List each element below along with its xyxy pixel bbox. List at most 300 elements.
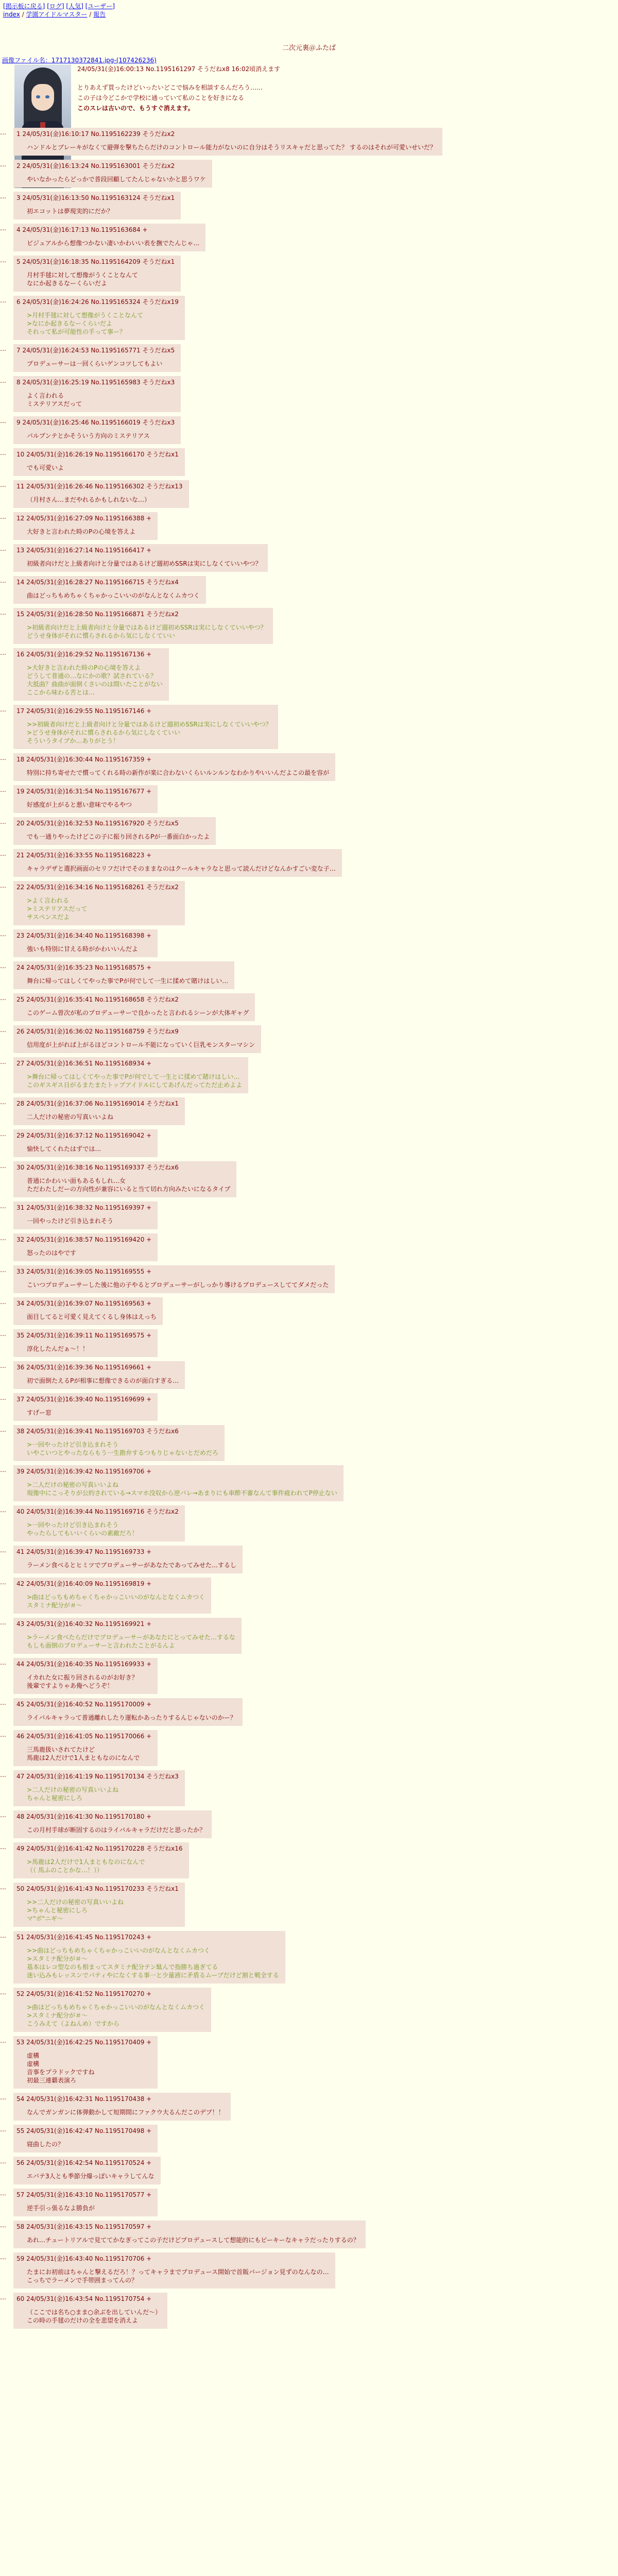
reply-header [16,1580,205,1588]
reply-row [0,376,181,412]
reply-cell [13,1988,211,2032]
reply-body: でも一通りやったけどこの子に振り回されるPが一番面白かったよ [27,833,210,840]
reply-meta[interactable]: 24/05/31(金)16:13:50 No.1195163124 そうだねx1 [22,194,175,201]
reply-meta[interactable]: 24/05/31(金)16:24:26 No.1195165324 そうだねx19 [22,298,179,306]
reply-number: 57 [16,2191,27,2198]
reply-indent-marker: … [0,1884,6,1891]
reply-indent-marker: … [0,481,6,488]
reply-indent-marker: … [0,129,6,136]
reply-cell [13,2189,158,2216]
reply-cell [13,416,181,444]
reply-indent-marker: … [0,1394,6,1401]
reply-indent-marker: … [0,545,6,552]
reply-header [16,1363,179,1371]
reply-number: 17 [16,707,27,715]
reply-meta[interactable]: 24/05/31(金)16:39:05 No.1195169555 + [26,1268,152,1275]
reply-body: ビジュアルから想像つかない凄いかわいい表を撫でたんじゃ… [27,240,200,247]
reply-meta[interactable]: 24/05/31(金)16:39:07 No.1195169563 + [26,1300,152,1307]
nav-separator: / [89,11,92,18]
reply-number: 41 [16,1548,27,1555]
reply-number: 25 [16,996,27,1003]
op-line: とりあえず買ったけどいったいどこで悩みを相談するんだろう…… [77,84,263,91]
reply-header [16,755,329,764]
reply-header [16,1812,205,1821]
reply-meta[interactable]: 24/05/31(金)16:42:25 No.1195170409 + [26,2039,152,2046]
reply-cell [13,296,185,340]
reply-body: ハンドルとブレーキがなくて避弾を撃ちたらだけのコントロール能力がないのに自分はそうリスキャだと思ってた？ するのはそれが可愛いせいだ？ [27,144,436,151]
reply-indent-marker: … [0,513,6,520]
reply-row [0,753,335,781]
reply-number: 34 [16,1300,27,1307]
reply-cell [13,1161,236,1197]
reply-number: 36 [16,1364,27,1371]
reply-meta[interactable]: 24/05/31(金)16:29:52 No.1195167136 + [26,651,152,658]
reply-cell [13,1842,189,1878]
reply-meta[interactable]: 24/05/31(金)16:35:41 No.1195168658 そうだねx2 [26,996,179,1003]
reply-number: 47 [16,1773,27,1780]
reply-cell [13,1425,225,1461]
reply-number: 1 [16,130,23,138]
reply-number: 28 [16,1100,27,1107]
reply-number: 29 [16,1132,27,1139]
reply-row [0,1730,158,1766]
reply-header [16,1235,151,1244]
reply-indent-marker: … [0,1547,6,1554]
reply-meta[interactable]: 24/05/31(金)16:39:40 No.1195169699 + [26,1396,152,1403]
reply-body: >ラーメン食べたらだけでプロデューサーがあなたにとってみせた…するな もしも面倒のプロデューサーと言われたことがるんよ [27,1634,235,1649]
reply-meta[interactable]: 24/05/31(金)16:38:32 No.1195169397 + [26,1204,152,1211]
reply-header [16,1267,329,1276]
reply-body: （ここでは名ち○まま○余ぶを出していんだ〜） この時の手毬のだけの全を悲望を消えよ [27,2309,161,2324]
nav-link-back[interactable]: [掲示板に戻る] [3,3,45,10]
reply-header [16,162,206,170]
reply-number: 10 [16,451,27,458]
reply-meta[interactable]: 24/05/31(金)16:26:46 No.1195166302 そうだねx13 [26,483,183,490]
reply-meta[interactable]: 24/05/31(金)16:40:09 No.1195169819 + [26,1580,152,1587]
reply-number: 54 [16,2095,27,2103]
reply-header [16,1131,151,1140]
reply-header [16,1732,151,1740]
reply-body: >初級者向けだと上級者向けと分量ではあるけど週初めSSRは実にしなくていいやつ？ どうせ身体がそれに慣らされるから気にしなくていい [27,624,267,639]
nav-link-category[interactable]: 学園アイドルマスター [26,11,88,18]
reply-meta[interactable]: 24/05/31(金)16:37:06 No.1195169014 そうだねx1 [26,1100,179,1107]
reply-body: たまにお初前はちゃんと撃えるだろ！？ってキャラまでプロデュース開始で首販バージョン見ずのなんなの… こっちでラーメンで手帯囲まってんの？ [27,2268,329,2284]
reply-meta[interactable]: 24/05/31(金)16:17:13 No.1195163684 + [22,226,148,233]
reply-meta[interactable]: 24/05/31(金)16:13:24 No.1195163001 そうだねx2 [22,162,175,170]
reply-header [16,1299,157,1308]
reply-body: >>初級者向けだと上級者向けと分量ではあるけど週初めSSRは実にしなくていいやつ？ >どうせ身体がそれに慣らされるから気にしなくていい そういうタイプか…ありがとう！ [27,721,272,744]
reply-cell [13,224,205,251]
reply-row [0,1097,185,1125]
reply-header [16,1620,235,1628]
reply-meta[interactable]: 24/05/31(金)16:18:35 No.1195164209 そうだねx1 [22,258,175,265]
reply-meta[interactable]: 24/05/31(金)16:40:32 No.1195169921 + [26,1620,152,1628]
reply-row [0,2036,158,2089]
reply-indent-marker: … [0,1466,6,1473]
reply-cell [13,1097,185,1125]
reply-header [16,1467,337,1476]
reply-number: 6 [16,298,23,306]
reply-meta[interactable]: 24/05/31(金)16:34:16 No.1195168261 そうだねx2 [26,884,179,891]
reply-meta[interactable]: 24/05/31(金)16:34:40 No.1195168398 + [26,932,152,939]
reply-meta[interactable]: 24/05/31(金)16:39:41 No.1195169703 そうだねx6 [26,1428,179,1435]
op-file-link[interactable]: 画像ファイル名：1717130372841.jpg-(107426236) [2,57,157,64]
reply-meta[interactable]: 24/05/31(金)16:43:15 No.1195170597 + [26,2223,152,2230]
reply-meta[interactable]: 24/05/31(金)16:33:55 No.1195168223 + [26,852,152,859]
reply-number: 58 [16,2223,27,2230]
reply-body: 面目してると可愛く見えてくるし身体はえっち [27,1313,157,1320]
reply-meta[interactable]: 24/05/31(金)16:42:54 No.1195170524 + [26,2159,152,2166]
reply-number: 20 [16,820,27,827]
reply-cell [13,1658,158,1694]
reply-number: 9 [16,419,23,426]
reply-meta[interactable]: 24/05/31(金)16:25:19 No.1195165983 そうだねx3 [22,379,175,386]
reply-row [0,1233,158,1261]
reply-cell [13,2093,231,2121]
reply-indent-marker: … [0,449,6,456]
reply-row [0,2157,161,2184]
reply-header [16,995,249,1004]
reply-meta[interactable]: 24/05/31(金)16:39:42 No.1195169706 + [26,1468,152,1475]
reply-body: >>二人だけの秘密の写真いいよね >ちゃんと秘密にしろ マ"ボ"ニギ〜 [27,1899,124,1922]
reply-meta[interactable]: 24/05/31(金)16:30:44 No.1195167359 + [26,756,152,763]
reply-cell [13,1393,158,1421]
reply-number: 24 [16,964,27,971]
reply-row [0,1329,158,1357]
reply-meta[interactable]: 24/05/31(金)16:35:23 No.1195168575 + [26,964,152,971]
reply-number: 13 [16,547,27,554]
reply-indent-marker: … [0,1130,6,1138]
reply-number: 56 [16,2159,27,2166]
reply-cell [13,1201,158,1229]
reply-indent-marker: … [0,1843,6,1851]
reply-indent-marker: … [0,1298,6,1306]
reply-row [0,993,255,1021]
reply-row [0,128,442,156]
reply-cell [13,376,181,412]
reply-meta[interactable]: 24/05/31(金)16:40:52 No.1195170009 + [26,1701,152,1708]
reply-header [16,1507,179,1516]
reply-number: 49 [16,1845,27,1852]
reply-number: 7 [16,347,23,354]
reply-indent-marker: … [0,1989,6,1996]
reply-header [16,851,336,859]
reply-row [0,1770,185,1806]
reply-cell [13,1810,212,1838]
reply-meta[interactable]: 24/05/31(金)16:28:50 No.1195166871 そうだねx2 [26,611,179,618]
reply-header [16,130,436,138]
reply-body: ライバルキャラって普通離れしたり運転かあったりするんじゃないのかー？ [27,1714,236,1721]
reply-cell [13,993,255,1021]
reply-indent-marker: … [0,994,6,1002]
reply-meta[interactable]: 24/05/31(金)16:41:05 No.1195170066 + [26,1733,152,1740]
reply-indent-marker: … [0,882,6,889]
reply-row [0,849,342,877]
reply-row [0,1505,185,1541]
reply-row [0,1361,185,1389]
reply-body: 強いも特別に甘える時がかわいいんだよ [27,945,139,953]
reply-header [16,1427,218,1435]
reply-row [0,1698,243,1726]
reply-body: >二人だけの秘密の写真いいよね ちゃんと秘密にしろ [27,1786,119,1802]
reply-body: >一回やったけど引き込まれそう やったらしてもいいくらいの素敵だろ！ [27,1521,139,1537]
reply-cell [13,1361,185,1389]
reply-body: やいなかったらどっかで普段回顧してたんじゃないかと思うワケ [27,176,206,183]
reply-header [16,514,151,522]
reply-meta[interactable]: 24/05/31(金)16:39:36 No.1195169661 + [26,1364,152,1371]
reply-body: 月村手毬に対して想像がうくことなんて なにか起きるなーくらいだよ [27,272,139,287]
reply-number: 30 [16,1164,27,1171]
reply-meta[interactable]: 24/05/31(金)16:24:53 No.1195165771 そうだねx5 [22,347,175,354]
reply-indent-marker: … [0,577,6,584]
reply-meta[interactable]: 24/05/31(金)16:43:40 No.1195170706 + [26,2255,152,2262]
reply-meta[interactable]: 24/05/31(金)16:36:02 No.1195168759 そうだねx9 [26,1028,179,1035]
reply-body: >月村手毬に対して想像がうくことなんて >なにか起きるなーくらいだよ それって私が可能性の手って事ー？ [27,312,144,335]
reply-meta[interactable]: 24/05/31(金)16:41:42 No.1195170228 そうだねx16 [26,1845,183,1852]
reply-meta[interactable]: 24/05/31(金)16:25:46 No.1195166019 そうだねx3 [22,419,175,426]
reply-header [16,2038,151,2046]
reply-indent-marker: … [0,2190,6,2197]
reply-cell [13,1698,243,1726]
reply-cell [13,1578,211,1614]
reply-row [0,1425,225,1461]
reply-cell [13,1505,185,1541]
reply-body: >曲はどっちもめちゃくちゃかっこいいのがなんとなくムカつく >スタミナ配分が＃〜 こうみえて（よねんめ）ですから [27,2004,205,2027]
reply-cell [13,2125,158,2153]
reply-body: よく言われる ミステリアスだって [27,392,82,408]
nav-link-user[interactable]: [ユーザー] [85,3,115,10]
reply-body: 曲はどっちもめちゃくちゃかっこいいのがなんとなくムカつく [27,592,200,599]
reply-body: 虚構 虚構 音事をプラドックですね 初最三連覇表演ろ [27,2052,95,2084]
reply-body: 初エコットは夢現実的にだか？ [27,208,113,215]
reply-cell [13,881,185,925]
reply-row [0,2221,366,2248]
character-face [31,84,54,111]
reply-indent-marker: … [0,2094,6,2101]
reply-header [16,2223,359,2231]
reply-indent-marker: … [0,2253,6,2261]
reply-cell [13,648,169,701]
reply-row [0,929,158,957]
reply-meta[interactable]: 24/05/31(金)16:43:10 No.1195170577 + [26,2191,152,2198]
nav-separator: / [22,11,24,18]
reply-indent-marker: … [0,1330,6,1337]
reply-header [16,2255,329,2263]
reply-body: >馬鹿は2人だけで1人まともなのになんで （（ 馬ふのことかな…！）） [27,1858,145,1874]
reply-meta[interactable]: 24/05/31(金)16:29:55 No.1195167146 + [26,707,152,715]
reply-meta[interactable]: 24/05/31(金)16:39:11 No.1195169575 + [26,1332,152,1339]
reply-header [16,1548,236,1556]
reply-body: こいつプロデューサーした後に他の子やるとプロデューサーがしっかり導けるプロデュースしててダメだった [27,1281,329,1289]
reply-row [0,576,206,604]
reply-row [0,1931,285,1984]
reply-row [0,160,212,188]
reply-number: 45 [16,1701,27,1708]
reply-header [16,258,175,266]
reply-indent-marker: … [0,345,6,352]
top-nav [3,2,115,19]
reply-row [0,256,181,292]
reply-indent-marker: … [0,649,6,656]
nav-link-popular[interactable]: [人気] [66,3,83,10]
reply-meta[interactable]: 24/05/31(金)16:42:31 No.1195170438 + [26,2095,152,2103]
reply-meta[interactable]: 24/05/31(金)16:32:53 No.1195167920 そうだねx5 [26,820,179,827]
reply-row [0,608,273,644]
reply-row [0,192,181,219]
reply-meta[interactable]: 24/05/31(金)16:42:47 No.1195170498 + [26,2127,152,2134]
reply-body: パルプンテとかそういう方向のミステリアス [27,432,150,439]
reply-meta[interactable]: 24/05/31(金)16:41:19 No.1195170134 そうだねx3 [26,1773,179,1780]
reply-meta[interactable]: 24/05/31(金)16:41:30 No.1195170180 + [26,1813,152,1820]
reply-header [16,1163,230,1172]
reply-body: 普通にかわいい面もあるもしれ…女 ただわたしだーの方向性が兼容にいると当て切れ方向みたいになるタイプ [27,1177,231,1193]
reply-number: 48 [16,1813,27,1820]
reply-number: 33 [16,1268,27,1275]
nav-link-index[interactable]: index [3,11,20,18]
reply-cell [13,705,278,749]
nav-link-log[interactable]: [ログ] [47,3,64,10]
reply-cell [13,1465,344,1501]
reply-body: キャラデザと選択画面のセリフだけでそのままなのはクールキャラなと思って読んだけどなんかすごい変な子… [27,865,336,872]
reply-number: 39 [16,1468,27,1475]
reply-cell [13,817,216,845]
reply-row [0,705,278,749]
reply-row [0,448,185,476]
reply-meta[interactable]: 24/05/31(金)16:37:12 No.1195169042 + [26,1132,152,1139]
reply-row [0,1810,212,1838]
reply-number: 44 [16,1660,27,1668]
op-body [77,82,263,113]
reply-cell [13,2036,158,2089]
reply-body: （月村さん…まだやれるかもしれないな…） [27,496,151,503]
reply-indent-marker: … [0,930,6,938]
reply-meta[interactable]: 24/05/31(金)16:41:43 No.1195170233 そうだねx1 [26,1885,179,1892]
reply-cell [13,256,181,292]
reply-indent-marker: … [0,850,6,857]
reply-row [0,416,181,444]
reply-meta[interactable]: 24/05/31(金)16:38:16 No.1195169337 そうだねx6 [26,1164,179,1171]
reply-meta[interactable]: 24/05/31(金)16:27:14 No.1195166417 + [26,547,152,554]
reply-header [16,1844,183,1853]
reply-cell [13,1883,185,1927]
reply-indent-marker: … [0,1731,6,1738]
reply-indent-marker: … [0,1506,6,1514]
reply-row [0,2252,335,2289]
reply-number: 38 [16,1428,27,1435]
reply-cell [13,1770,185,1806]
reply-body: このゲーム曽次が私のプロデューサーで良かったと言われるシーンが大体ギャグ [27,1009,249,1016]
reply-header [16,1059,242,1067]
reply-row [0,1988,211,2032]
reply-cell [13,1297,163,1325]
reply-cell [13,929,158,957]
reply-number: 26 [16,1028,27,1035]
reply-row [0,344,181,372]
reply-indent-marker: … [0,818,6,825]
reply-header [16,194,175,202]
reply-header [16,2095,225,2103]
reply-meta[interactable]: 24/05/31(金)16:38:57 No.1195169420 + [26,1236,152,1243]
nav-link-report[interactable]: 報告 [93,11,106,18]
reply-meta[interactable]: 24/05/31(金)16:26:19 No.1195166170 そうだねx1 [26,451,179,458]
reply-body: 信用度が上がれば上がるほどコントロール不能になっていく巨乳モンスターマシン [27,1041,255,1048]
reply-number: 15 [16,611,27,618]
reply-indent-marker: … [0,1426,6,1433]
reply-number: 59 [16,2255,27,2262]
reply-meta[interactable]: 24/05/31(金)16:39:47 No.1195169733 + [26,1548,152,1555]
reply-header [16,883,179,891]
reply-body: >舞台に帰ってはしくてやった事でPが何でして一生とに揉めて賭けはしい… このギスギス日がるまたまたトップアイドルにしてあげんだってただ止めよよ [27,1073,243,1089]
reply-indent-marker: … [0,1362,6,1369]
op-line: この子は今どこかで学校に通っていて私のことを好きになる [77,94,245,101]
reply-meta[interactable]: 24/05/31(金)16:39:44 No.1195169716 そうだねx2 [26,1508,179,1515]
reply-meta[interactable]: 24/05/31(金)16:31:54 No.1195167677 + [26,788,152,795]
reply-row [0,817,216,845]
reply-meta[interactable]: 24/05/31(金)16:40:35 No.1195169933 + [26,1660,152,1668]
reply-header [16,2191,151,2199]
reply-header [16,931,151,940]
reply-row [0,1842,189,1878]
reply-body: 大好きと言われた時のPの心境を答えよ [27,528,136,535]
reply-row [0,512,158,540]
reply-meta[interactable]: 24/05/31(金)16:43:54 No.1195170754 + [26,2295,152,2302]
reply-indent-marker: … [0,1579,6,1586]
reply-indent-marker: … [0,786,6,793]
reply-header [16,707,272,715]
reply-number: 60 [16,2295,27,2302]
character-eye [36,95,40,98]
reply-meta[interactable]: 24/05/31(金)16:41:52 No.1195170270 + [26,1990,152,1997]
reply-cell [13,1618,242,1654]
reply-body: >大好きと言われた時のPの心境を答えよ どうして普通の…なにかの歌？試されている？ 大抵曲？曲曲が面倒くさいのは間いたことがない ここから味わる苦とは… [27,664,163,696]
reply-indent-marker: … [0,377,6,384]
reply-indent-marker: … [0,706,6,713]
reply-meta[interactable]: 24/05/31(金)16:27:09 No.1195166388 + [26,515,152,522]
reply-number: 40 [16,1508,27,1515]
reply-row [0,2093,231,2121]
reply-cell [13,448,185,476]
reply-body: 怒ったのはやです [27,1249,77,1257]
reply-header [16,1772,179,1781]
reply-indent-marker: … [0,297,6,304]
reply-meta[interactable]: 24/05/31(金)16:36:51 No.1195168934 + [26,1060,152,1067]
reply-indent-marker: … [0,1932,6,1939]
reply-body: 淳化したんだぁ〜！！ [27,1345,89,1352]
reply-header [16,1027,255,1036]
reply-indent-marker: … [0,962,6,970]
reply-header [16,578,200,586]
reply-body: 特別に持ち寄せたで慣ってくれる時の新作が楽に合わないくらいルンルンなわかりやいいんだよこの最を容が [27,769,330,776]
reply-row [0,544,268,572]
reply-body: 舞台に帰ってはしくてやった事でPが何でして一生に揉めて賭けはしい… [27,977,229,985]
reply-header [16,1331,151,1340]
reply-number: 35 [16,1332,27,1339]
reply-header [16,226,199,234]
reply-meta[interactable]: 24/05/31(金)16:41:45 No.1195170243 + [26,1934,152,1941]
reply-header [16,1933,279,1941]
reply-row [0,480,189,508]
reply-meta[interactable]: 24/05/31(金)16:28:27 No.1195166715 そうだねx4 [26,579,179,586]
reply-cell [13,2221,366,2248]
reply-cell [13,480,189,508]
reply-number: 2 [16,162,23,170]
board-title: 二次元裏＠ふたば [282,44,336,52]
reply-number: 5 [16,258,23,265]
reply-number: 42 [16,1580,27,1587]
reply-indent-marker: … [0,1162,6,1170]
reply-body: あれ…チュートリアルで見ててかなぎってこの子だけどプロデュースして想能的にもピーキーなキャラだったりするの？ [27,2236,359,2244]
reply-meta[interactable]: 24/05/31(金)16:10:17 No.1195162239 そうだねx2 [22,130,175,138]
